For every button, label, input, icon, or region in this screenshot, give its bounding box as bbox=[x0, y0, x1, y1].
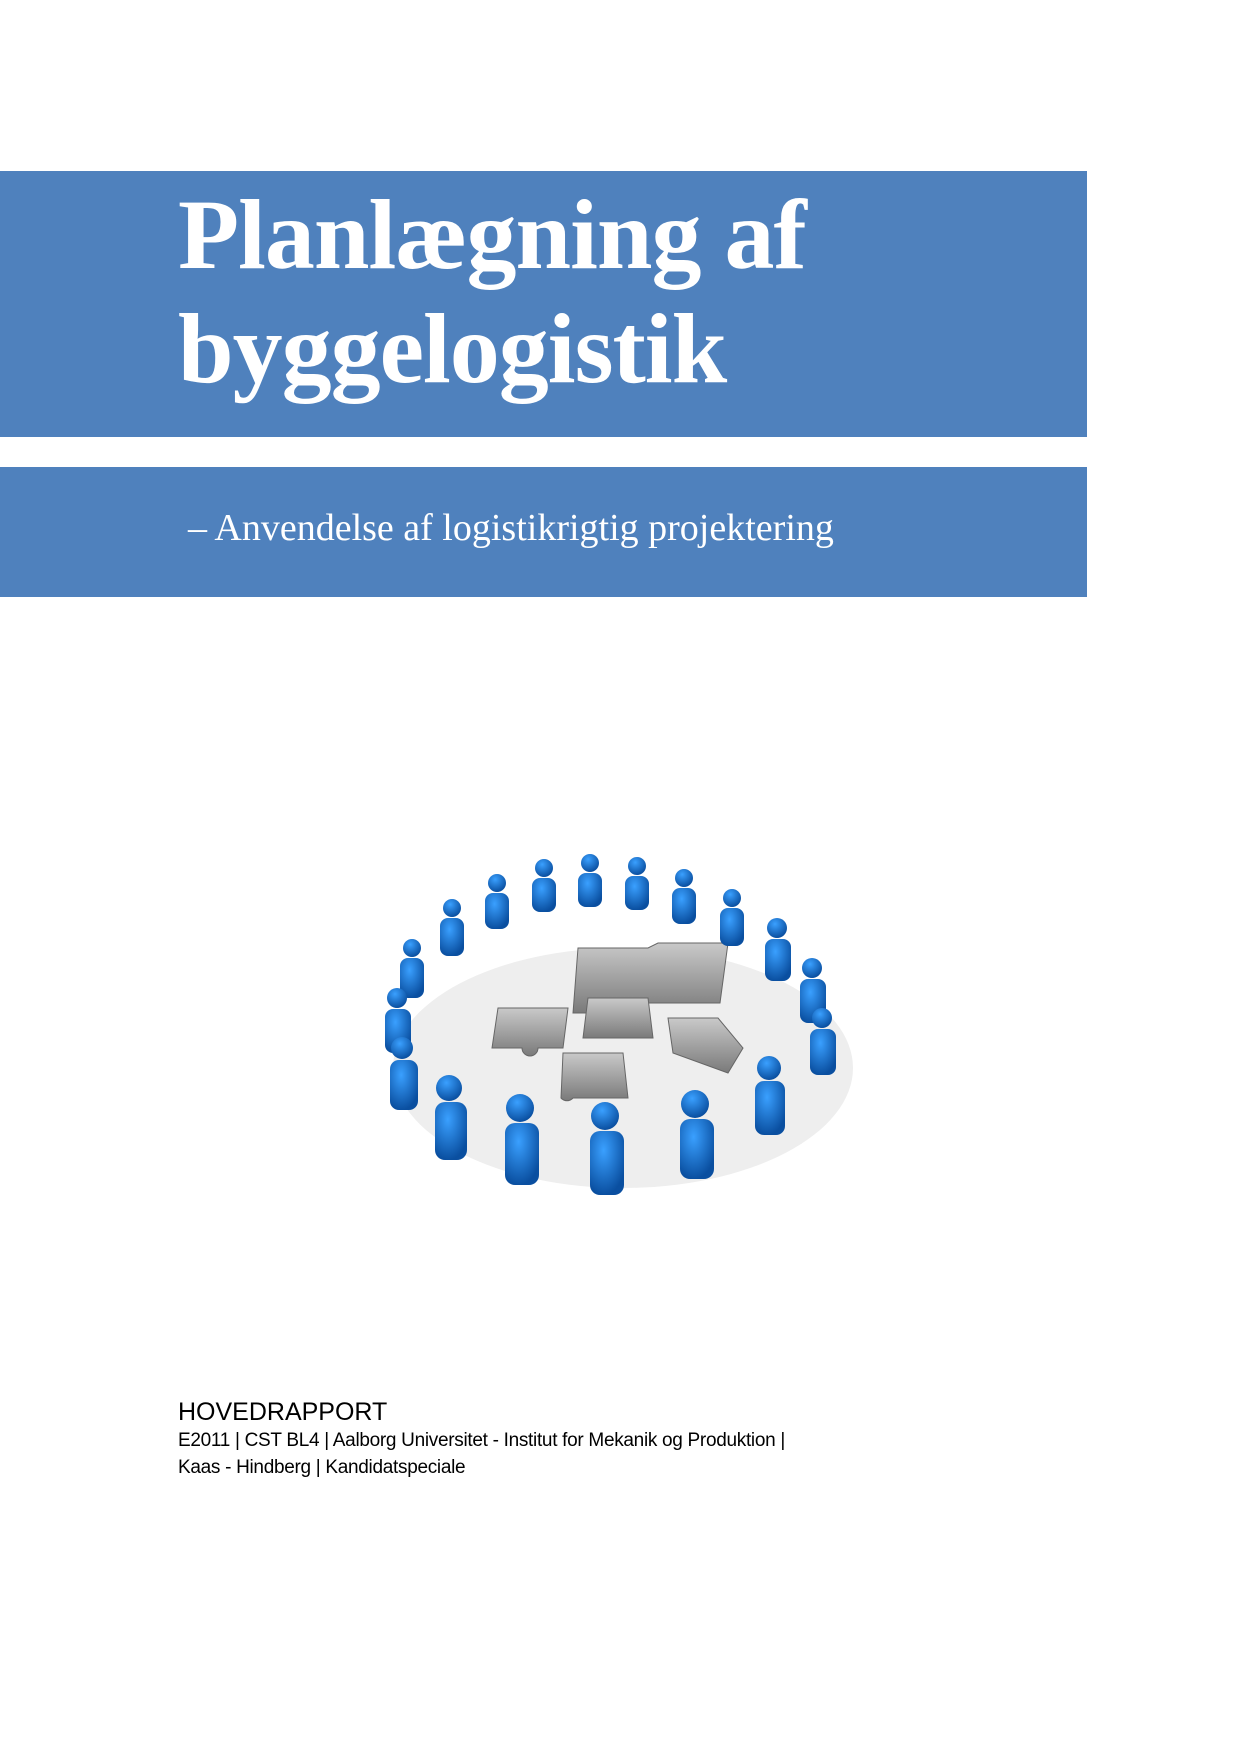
subtitle: – Anvendelse af logistikrigtig projektering bbox=[188, 507, 834, 549]
report-meta bbox=[178, 1427, 785, 1481]
meta-line-2: Kaas - Hindberg | Kandidatspeciale bbox=[178, 1457, 466, 1478]
page-title bbox=[178, 178, 806, 406]
title-line-2: byggelogistik bbox=[178, 293, 727, 404]
title-line-1: Planlægning af bbox=[178, 179, 806, 290]
people-circle-puzzle-illustration bbox=[358, 838, 888, 1215]
report-type: HOVEDRAPPORT bbox=[178, 1398, 388, 1426]
meta-line-1: E2011 | CST BL4 | Aalborg Universitet - Institut for Mekanik og Produktion | bbox=[178, 1430, 786, 1451]
